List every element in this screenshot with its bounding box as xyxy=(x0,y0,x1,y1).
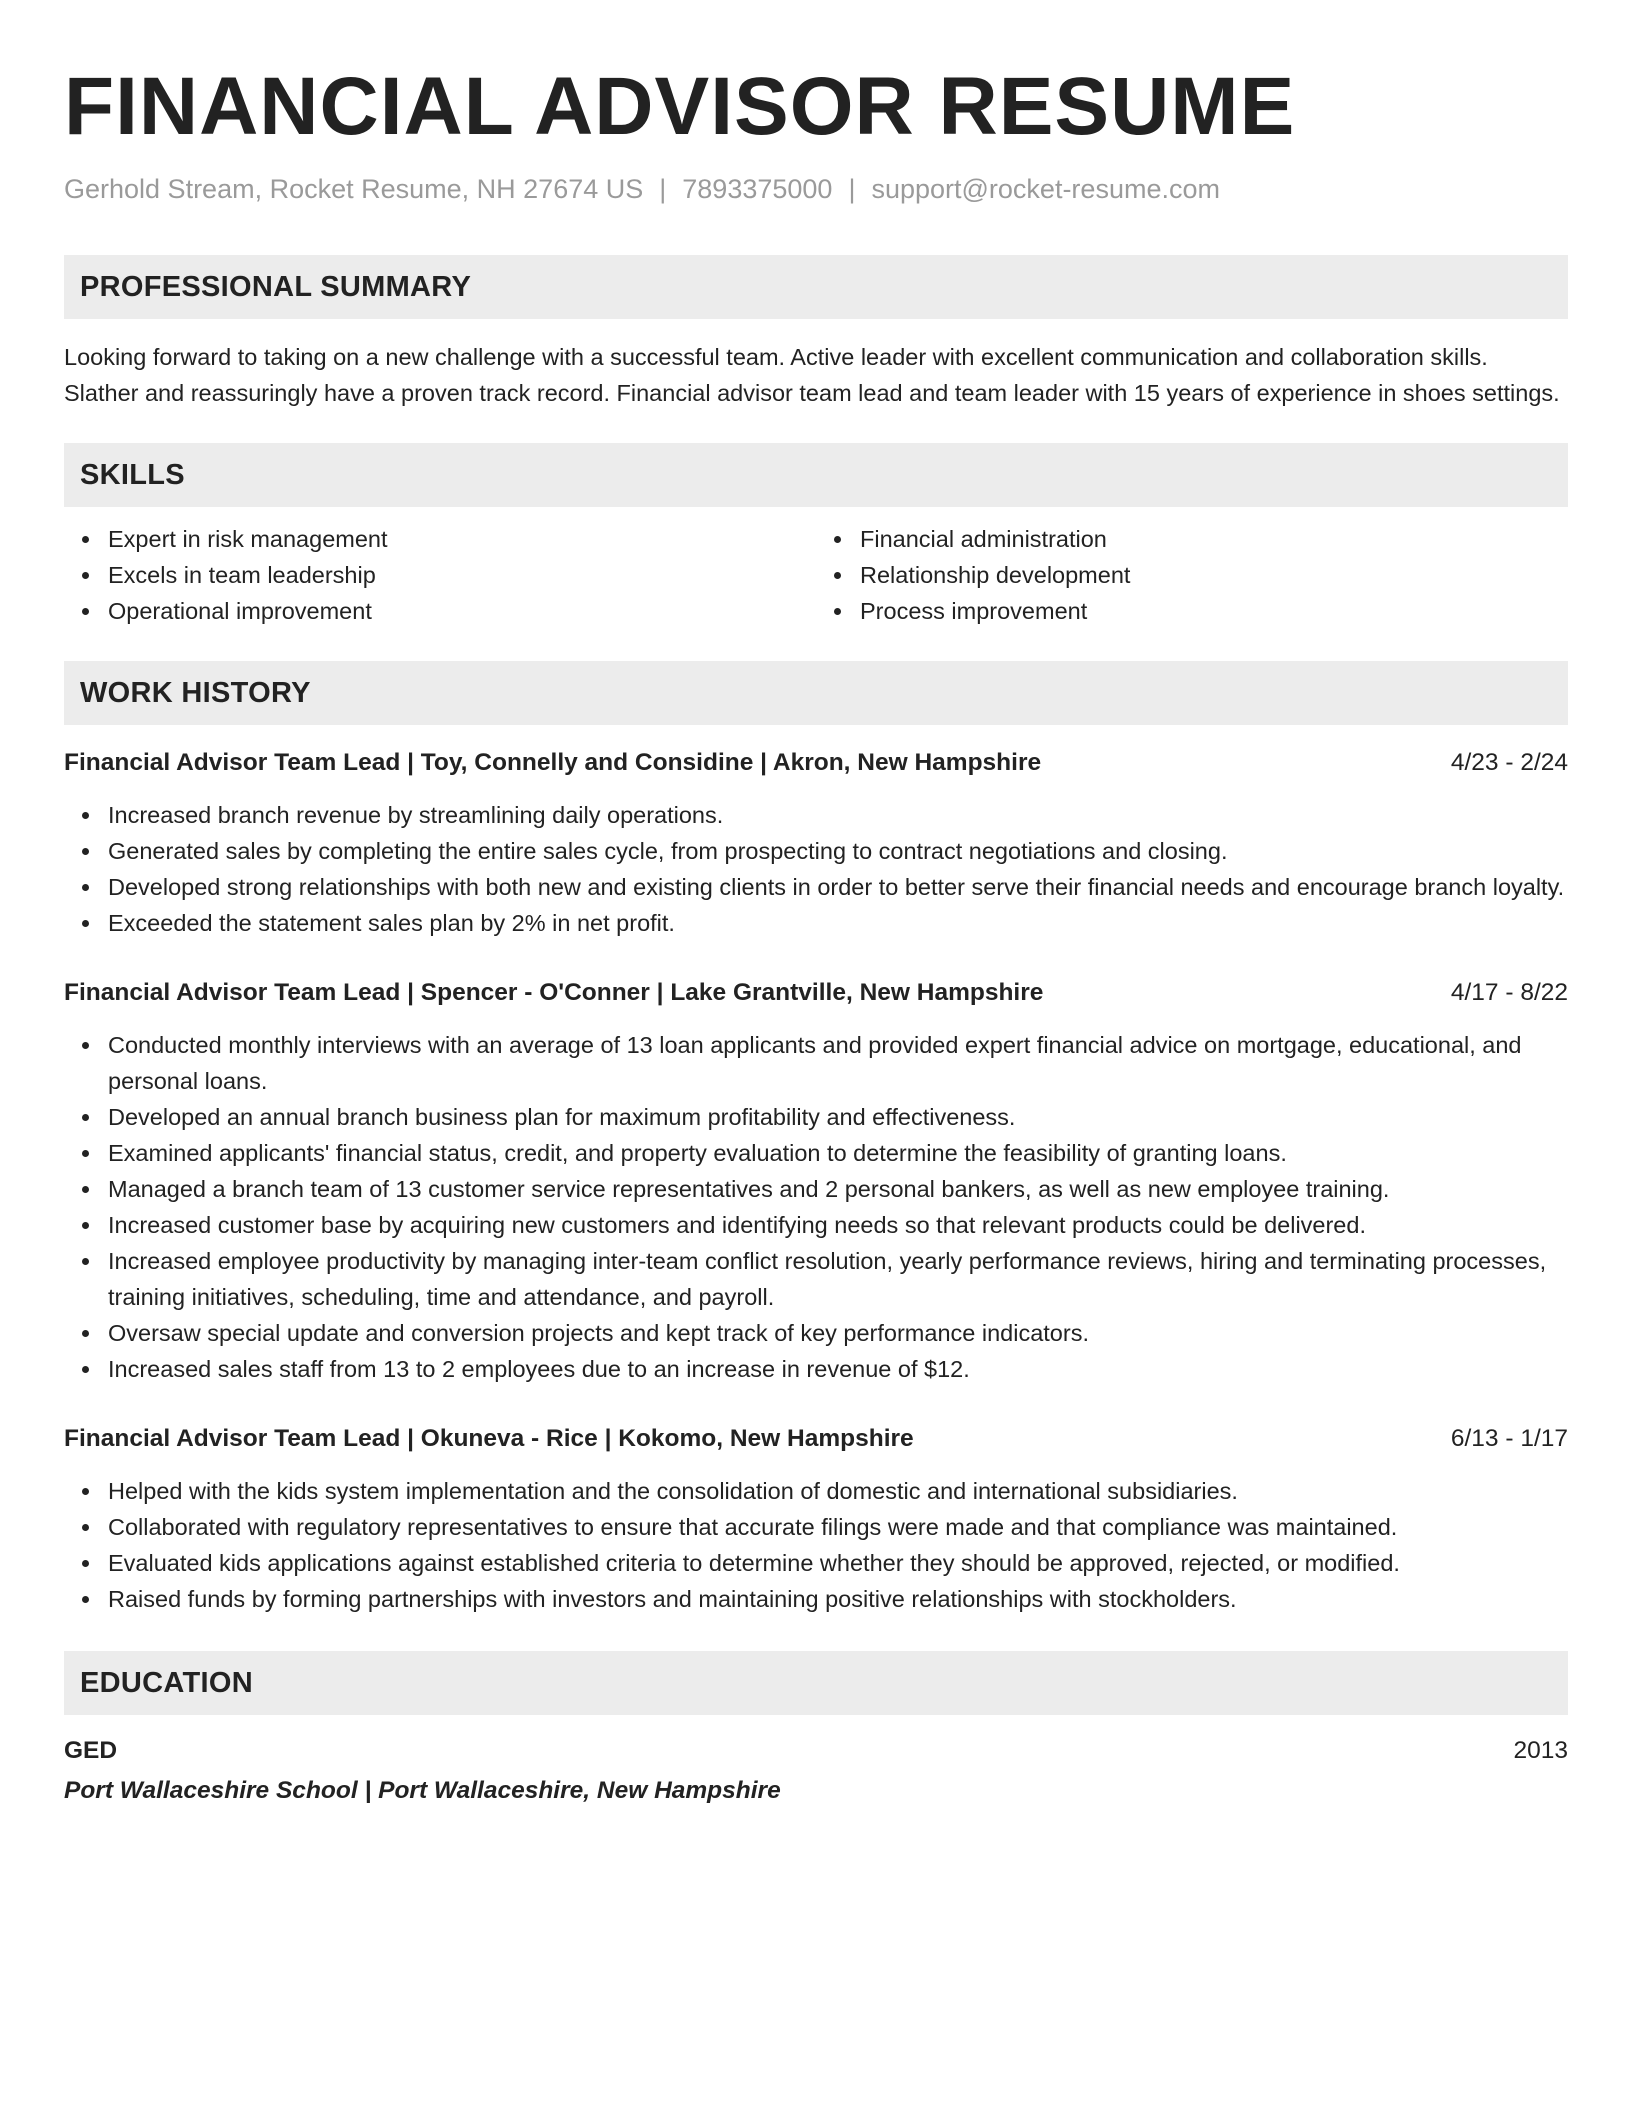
job-bullet: Exceeded the statement sales plan by 2% in net profit. xyxy=(108,905,1568,941)
skills-column-left xyxy=(64,521,816,629)
contact-separator: | xyxy=(659,174,667,204)
contact-phone: 7893375000 xyxy=(682,174,833,204)
job-entry xyxy=(64,975,1568,1387)
education-year: 2013 xyxy=(1513,1737,1568,1764)
contact-address: Gerhold Stream, Rocket Resume, NH 27674 US xyxy=(64,174,644,204)
job-entry xyxy=(64,1421,1568,1617)
skill-item: Expert in risk management xyxy=(108,521,816,557)
job-header xyxy=(64,745,1568,781)
skills-list-left xyxy=(108,521,816,629)
job-bullet: Helped with the kids system implementation and the consolidation of domestic and international subsidiaries. xyxy=(108,1473,1568,1509)
education-degree: GED xyxy=(64,1737,118,1764)
job-bullet: Increased branch revenue by streamlining daily operations. xyxy=(108,797,1568,833)
contact-email: support@rocket-resume.com xyxy=(871,174,1220,204)
skills-column-right xyxy=(816,521,1568,629)
section-heading-summary: PROFESSIONAL SUMMARY xyxy=(64,255,1568,319)
job-bullet: Examined applicants' financial status, credit, and property evaluation to determine the feasibility of granting loans. xyxy=(108,1135,1568,1171)
page-title: FINANCIAL ADVISOR RESUME xyxy=(64,61,1296,152)
job-dates: 4/23 - 2/24 xyxy=(1450,749,1568,776)
job-bullet: Evaluated kids applications against established criteria to determine whether they should be approved, rejected, or modified. xyxy=(108,1545,1568,1581)
skill-item: Operational improvement xyxy=(108,593,816,629)
job-bullet: Conducted monthly interviews with an average of 13 loan applicants and provided expert financial advice on mortgage, educational, and personal loans. xyxy=(108,1027,1568,1099)
education-entry xyxy=(64,1733,1568,1809)
job-dates: 4/17 - 8/22 xyxy=(1450,979,1568,1006)
job-title: Financial Advisor Team Lead | Okuneva - Rice | Kokomo, New Hampshire xyxy=(64,1425,914,1452)
job-bullet: Developed an annual branch business plan for maximum profitability and effectiveness. xyxy=(108,1099,1568,1135)
summary-text: Looking forward to taking on a new challenge with a successful team. Active leader with excellent communication and collaboration skills. Slather and reassuringly have a proven track record. Financial advisor team lead and team leader with 15 years of experience in shoes settings. xyxy=(64,344,1560,406)
job-bullet: Increased employee productivity by managing inter-team conflict resolution, yearly performance reviews, hiring and terminating processes, training initiatives, scheduling, time and attendance, and payroll. xyxy=(108,1243,1568,1315)
job-bullets xyxy=(64,1473,1568,1617)
job-entry xyxy=(64,745,1568,941)
job-bullet: Generated sales by completing the entire sales cycle, from prospecting to contract negotiations and closing. xyxy=(108,833,1568,869)
skill-item: Process improvement xyxy=(860,593,1568,629)
section-heading-skills: SKILLS xyxy=(64,443,1568,507)
job-title: Financial Advisor Team Lead | Toy, Connelly and Considine | Akron, New Hampshire xyxy=(64,749,1042,776)
job-bullet: Increased customer base by acquiring new customers and identifying needs so that relevant products could be delivered. xyxy=(108,1207,1568,1243)
section-heading-work-history: WORK HISTORY xyxy=(64,661,1568,725)
skills-list-right xyxy=(860,521,1568,629)
education-school: Port Wallaceshire School | Port Wallaceshire, New Hampshire xyxy=(64,1777,781,1804)
job-header xyxy=(64,1421,1568,1457)
job-bullet: Developed strong relationships with both new and existing clients in order to better serve their financial needs and encourage branch loyalty. xyxy=(108,869,1568,905)
job-bullets xyxy=(64,797,1568,941)
skills-grid xyxy=(64,521,1568,629)
job-bullet: Managed a branch team of 13 customer service representatives and 2 personal bankers, as well as new employee training. xyxy=(108,1171,1568,1207)
job-bullet: Collaborated with regulatory representatives to ensure that accurate filings were made and that compliance was maintained. xyxy=(108,1509,1568,1545)
section-heading-education: EDUCATION xyxy=(64,1651,1568,1715)
education-header xyxy=(64,1733,1568,1769)
job-bullet: Oversaw special update and conversion projects and kept track of key performance indicators. xyxy=(108,1315,1568,1351)
contact-separator: | xyxy=(848,174,856,204)
job-bullet: Raised funds by forming partnerships with investors and maintaining positive relationships with stockholders. xyxy=(108,1581,1568,1617)
job-bullets xyxy=(64,1027,1568,1387)
contact-line xyxy=(64,174,1568,205)
skill-item: Excels in team leadership xyxy=(108,557,816,593)
job-bullet: Increased sales staff from 13 to 2 employees due to an increase in revenue of $12. xyxy=(108,1351,1568,1387)
skill-item: Financial administration xyxy=(860,521,1568,557)
job-header xyxy=(64,975,1568,1011)
job-dates: 6/13 - 1/17 xyxy=(1450,1425,1568,1452)
job-title: Financial Advisor Team Lead | Spencer - O'Conner | Lake Grantville, New Hampshire xyxy=(64,979,1044,1006)
skill-item: Relationship development xyxy=(860,557,1568,593)
